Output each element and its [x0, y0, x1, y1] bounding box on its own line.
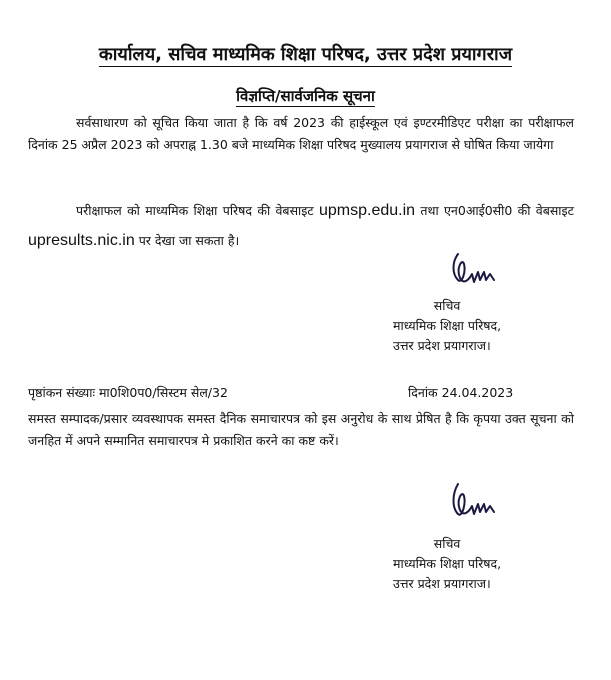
website-text-a: परीक्षाफल को माध्यमिक शिक्षा परिषद की वेबसाइट [76, 203, 319, 218]
website-paragraph [28, 196, 574, 256]
signature-block-1 [393, 296, 501, 356]
signature-block-2 [393, 534, 501, 594]
nic-results-website-link[interactable]: upresults.nic.in [28, 232, 135, 249]
announcement-paragraph: सर्वसाधारण को सूचित किया जाता है कि वर्ष 2023 की हाईस्कूल एवं इण्टरमीडिएट परीक्षा का परीक्षाफल दिनांक 25 अप्रैल 2023 को अपराह्न 1.30 बजे माध्यमिक शिक्षा परिषद मुख्यालय प्रयागराज से घोषित किया जायेगा [28, 115, 574, 152]
office-title-text: कार्यालय, सचिव माध्यमिक शिक्षा परिषद, उत्तर प्रदेश प्रयागराज [98, 44, 513, 65]
website-text-c: पर देखा जा सकता है। [134, 233, 240, 248]
reference-number: पृष्ठांकन संख्याः मा0शि0प0/सिस्टम सेल/32 [28, 385, 228, 400]
board-name: माध्यमिक शिक्षा परिषद, [393, 318, 502, 333]
board-name: माध्यमिक शिक्षा परिषद, [393, 556, 502, 571]
reference-date: दिनांक 24.04.2023 [408, 385, 514, 400]
secretary-signature-2 [448, 480, 498, 528]
notice-subtitle-text: विज्ञप्ति/सार्वजनिक सूचना [236, 87, 375, 105]
notice-subtitle [0, 86, 611, 106]
secretary-signature-1 [448, 250, 498, 294]
reference-row [28, 383, 588, 403]
forwarding-note: समस्त सम्पादक/प्रसार व्यवस्थापक समस्त दैनिक समाचारपत्र को इस अनुरोध के साथ प्रेषित है कि कृपया उक्त सूचना को जनहित में अपने सम्मानित समाचारपत्र मे प्रकाशित करने का कष्ट करें। [28, 411, 574, 448]
upmsp-website-link[interactable]: upmsp.edu.in [319, 202, 416, 219]
website-text-b: तथा एन0आई0सी0 की वेबसाइट [415, 203, 574, 218]
designation-secretary: सचिव [433, 298, 461, 313]
board-location: उत्तर प्रदेश प्रयागराज। [393, 338, 491, 353]
board-location: उत्तर प्रदेश प्रयागराज। [393, 576, 491, 591]
office-title [0, 42, 611, 66]
designation-secretary: सचिव [433, 536, 461, 551]
